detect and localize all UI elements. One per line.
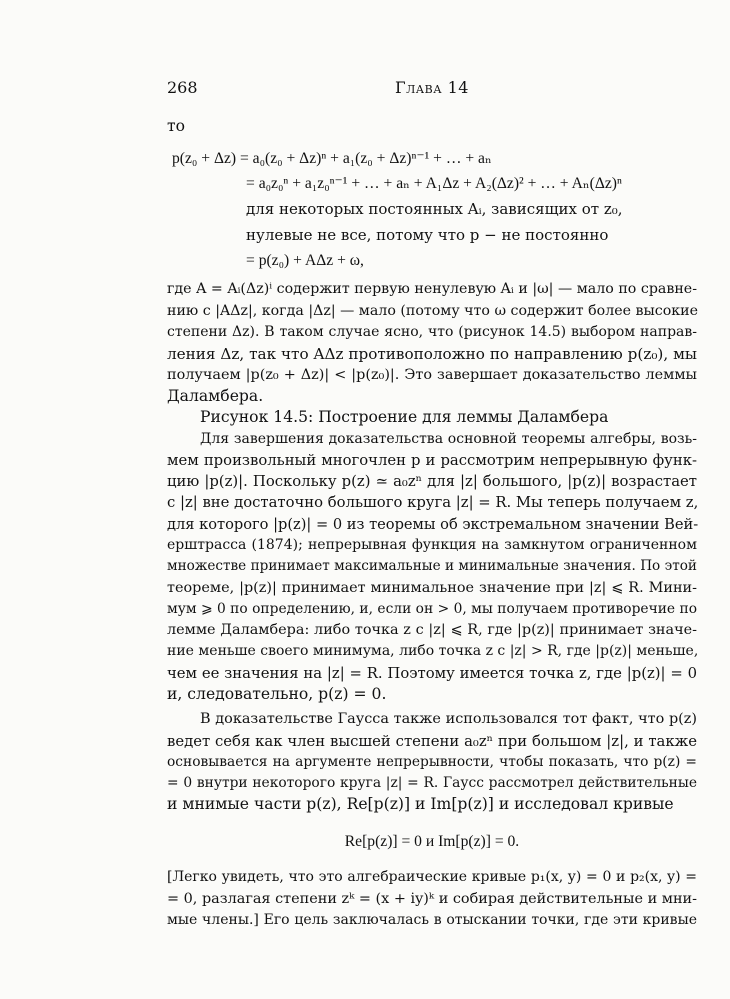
text-line: ления Δz, так что AΔz противоположно по направлению p(z₀), мы [167,345,697,363]
text-line: с |z| вне достаточно большого круга |z| = R. Мы теперь получаем z, [167,494,699,511]
text-line: и мнимые части p(z), Re[p(z)] и Im[p(z)] и исследовал кривые [167,795,674,813]
text-line: мые члены.] Его цель заключалась в отыскании точки, где эти кривые [167,912,697,928]
text-line: множестве принимает максимальные и минимальные значения. По этой [167,558,697,574]
derivation-line: = p(z₀) + AΔz + ω, [246,252,364,269]
intro-word: то [167,117,186,135]
text-line: ние меньше своего минимума, либо точка z с |z| > R, где |p(z)| меньше, [167,643,699,659]
text-line: = 0 внутри некоторого круга |z| = R. Гаусс рассмотрел действительные [167,775,697,791]
text-line: мум ⩾ 0 по определению, и, если он > 0, мы получаем противоречие по [167,601,697,617]
text-line: и, следовательно, p(z) = 0. [167,685,387,703]
derivation-note: для некоторых постоянных Aᵢ, зависящих от z₀, [246,200,623,218]
page-number: 268 [167,78,198,97]
running-header [167,78,697,100]
text-line: Даламбера. [167,387,264,405]
derivation-line: p(z₀ + Δz) = a₀(z₀ + Δz)ⁿ + a₁(z₀ + Δz)ⁿ⁻¹ + … + aₙ [172,150,492,167]
text-line: [Легко увидеть, что это алгебраические кривые p₁(x, y) = 0 и p₂(x, y) = [167,869,697,885]
text-line: В доказательстве Гаусса также использовался тот факт, что p(z) [200,711,697,727]
display-equation: Re[p(z)] = 0 и Im[p(z)] = 0. [344,833,520,850]
text-line: мем произвольный многочлен p и рассмотрим непрерывную функ- [167,452,697,469]
text-line: лемме Даламбера: либо точка z с |z| ⩽ R, где |p(z)| принимает значе- [167,622,697,638]
text-line: Для завершения доказательства основной теоремы алгебры, возь- [200,431,697,447]
text-line: теореме, |p(z)| принимает минимальное значение при |z| ⩽ R. Мини- [167,580,697,596]
text-line: получаем |p(z₀ + Δz)| < |p(z₀)|. Это завершает доказательство леммы [167,367,697,383]
text-line: = 0, разлагая степени zᵏ = (x + iy)ᵏ и собирая действительные и мни- [167,891,697,907]
text-line: цию |p(z)|. Поскольку p(z) ≃ a₀zⁿ для |z| большого, |p(z)| возрастает [167,473,697,490]
chapter-title: Глава 14 [395,78,469,97]
figure-caption: Рисунок 14.5: Построение для леммы Даламбера [200,408,609,426]
derivation-note: нулевые не все, потому что p − не постоянно [246,226,609,244]
text-line: ерштрасса (1874); непрерывная функция на замкнутом ограниченном [167,537,697,553]
text-line: нию с |AΔz|, когда |Δz| — мало (потому что ω содержит более высокие [167,303,698,319]
text-line: степени Δz). В таком случае ясно, что (рисунок 14.5) выбором направ- [167,324,697,340]
text-line: где A = Aᵢ(Δz)ⁱ содержит первую ненулевую Aᵢ и |ω| — мало по сравне- [167,281,697,297]
text-line: основывается на аргументе непрерывности, чтобы показать, что p(z) = [167,754,697,770]
text-line: чем ее значения на |z| = R. Поэтому имеется точка z, где |p(z)| = 0 [167,665,697,682]
text-line: ведет себя как член высшей степени a₀zⁿ при большом |z|, и также [167,733,697,750]
derivation-line: = a₀z₀ⁿ + a₁z₀ⁿ⁻¹ + … + aₙ + A₁Δz + A₂(Δz)² + … + Aₙ(Δz)ⁿ [246,175,622,192]
text-line: для которого |p(z)| = 0 из теоремы об экстремальном значении Вей- [167,516,699,533]
